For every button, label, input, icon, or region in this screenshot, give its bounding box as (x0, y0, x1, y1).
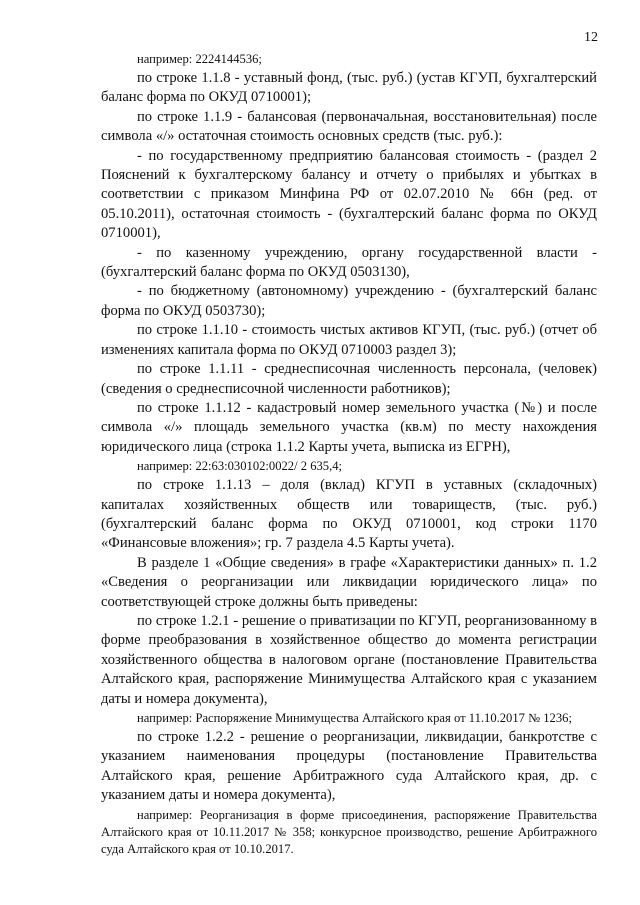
example-reorganization: например: Реорганизация в форме присоединения, распоряжение Правительства Алтайского края от 10.11.2017 № 358; конкурсное производство, решение Арбитражного суда Алтайского края от 10.10.2017. (101, 807, 597, 856)
paragraph-line-1-1-9: по строке 1.1.9 - балансовая (первоначальная, восстановительная) после символа «/» остаточная стоимость основных средств (тыс. руб.): (101, 108, 597, 145)
example-inn: например: 2224144536; (137, 52, 262, 66)
paragraph-line-1-1-12: по строке 1.1.12 - кадастровый номер земельного участка (№) и после символа «/» площадь земельного участка (кв.м) по месту нахождения юридического лица (строка 1.1.2 Карты учета, выписка из ЕГРН), (101, 399, 597, 455)
list-item-state-institution: - по казенному учреждению, органу государственной власти - (бухгалтерский баланс форма по ОКУД 0503130), (101, 244, 597, 281)
paragraph-line-1-1-10: по строке 1.1.10 - стоимость чистых активов КГУП, (тыс. руб.) (отчет об изменениях капитала форма по ОКУД 0710003 раздел 3); (101, 322, 597, 358)
paragraph-line-1-2-2: по строке 1.2.2 - решение о реорганизации, ликвидации, банкротстве с указанием наименования процедуры (постановление Правительства Алтайского края, решение Арбитражного суда Алтайского края, др. с указанием даты и номера документа), (101, 729, 597, 804)
example-cadastral-number: например: 22:63:030102:0022/ 2 635,4; (137, 459, 343, 474)
paragraph-line-1-1-8: по строке 1.1.8 - уставный фонд, (тыс. руб.) (устав КГУП, бухгалтерский баланс форма по ОКУД 0710001); (101, 70, 597, 106)
paragraph-line-1-1-13: по строке 1.1.13 – доля (вклад) КГУП в уставных (складочных) капиталах хозяйственных обществ или товариществ, (тыс. руб.) (бухгалтерский баланс форма по ОКУД 0710001, код строки 1170 «Финансовые вложения»; гр. 7 раздела 4.5 Карты учета). (101, 477, 597, 552)
paragraph-line-1-2-1: по строке 1.2.1 - решение о приватизации по КГУП, реорганизованному в форме преобразования в хозяйственное общество до момента регистрации хозяйственного общества в налоговом органе (постановление Правительства Алтайского края, распоряжение Минимущества Алтайского края с указанием даты и номера документа), (101, 612, 597, 707)
list-item-budget-institution: - по бюджетному (автономному) учреждению - (бухгалтерский баланс форма по ОКУД 0503730); (101, 283, 597, 319)
example-privatization-order: например: Распоряжение Минимущества Алтайского края от 11.10.2017 № 1236; (137, 711, 572, 725)
paragraph-line-1-1-11: по строке 1.1.11 - среднесписочная численность персонала, (человек) (сведения о среднесписочной численности работников); (101, 361, 597, 397)
paragraph-section-1-2: В разделе 1 «Общие сведения» в графе «Характеристики данных» п. 1.2 «Сведения о реорганизации или ликвидации юридического лица» по соответствующей строке должны быть приведены: (101, 554, 597, 610)
list-item-state-enterprise: - по государственному предприятию балансовая стоимость - (раздел 2 Пояснений к бухгалтерскому балансу и отчету о прибылях и убытках в соответствии с приказом Минфина РФ от 02.07.2010 № 66н (ред. от 05.10.2011), остаточная стоимость - (бухгалтерский баланс форма по ОКУД 0710001), (101, 147, 597, 242)
page-number: 12 (584, 30, 598, 45)
document-body (101, 50, 597, 859)
